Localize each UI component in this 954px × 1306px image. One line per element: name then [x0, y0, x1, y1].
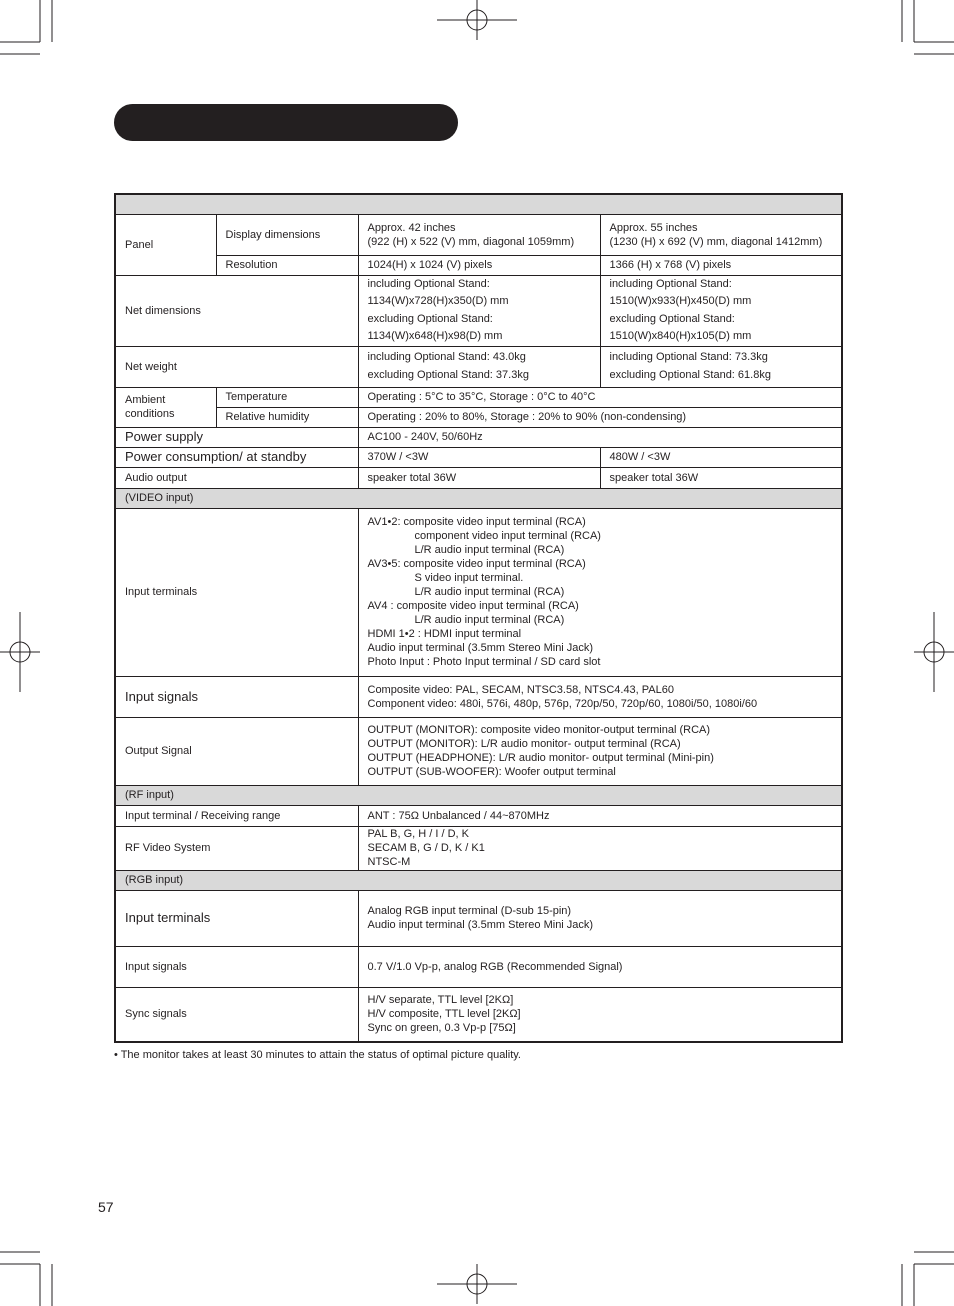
footnote: • The monitor takes at least 30 minutes to attain the status of optimal picture quality.	[114, 1049, 521, 1061]
table-row	[115, 805, 842, 826]
humidity-label: Relative humidity	[216, 407, 358, 427]
rgb-input-terminals-value: Analog RGB input terminal (D-sub 15-pin) Audio input terminal (3.5mm Stereo Mini Jack)	[358, 890, 842, 946]
title-bar	[114, 104, 458, 141]
table-row	[115, 467, 842, 488]
table-row	[115, 447, 842, 467]
nd-55-cell: including Optional Stand: 1510(W)x933(H)x450(D) mm excluding Optional Stand: 1510(W)x840(H)x105(D) mm	[600, 275, 842, 346]
net-dimensions-label: Net dimensions	[115, 275, 358, 346]
nd-42-cell: including Optional Stand: 1134(W)x728(H)x350(D) mm excluding Optional Stand: 1134(W)x648(H)x98(D) mm	[358, 275, 600, 346]
video-input-terminals-label: Input terminals	[115, 508, 358, 676]
table-row	[115, 427, 842, 447]
rf-video-value: PAL B, G, H / I / D, K SECAM B, G / D, K / K1 NTSC-M	[358, 826, 842, 870]
rgb-input-terminals-label: Input terminals	[115, 890, 358, 946]
ao-42-cell: speaker total 36W	[358, 467, 600, 488]
resolution-label: Resolution	[216, 255, 358, 275]
specifications-table	[114, 193, 843, 1043]
table-row	[115, 826, 842, 870]
section-row-video	[115, 488, 842, 508]
table-header-row	[115, 194, 842, 214]
nw-55-cell: including Optional Stand: 73.3kg excluding Optional Stand: 61.8kg	[600, 346, 842, 387]
power-supply-label: Power supply	[115, 427, 358, 447]
table-row	[115, 676, 842, 717]
rgb-input-signals-label: Input signals	[115, 946, 358, 987]
section-row-rgb	[115, 870, 842, 890]
ambient-label: Ambient conditions	[115, 387, 216, 427]
res-55-cell: 1366 (H) x 768 (V) pixels	[600, 255, 842, 275]
power-consumption-label: Power consumption/ at standby	[115, 447, 358, 467]
table-row	[115, 387, 842, 407]
display-dimensions-label: Display dimensions	[216, 214, 358, 255]
video-section-label: (VIDEO input)	[115, 488, 842, 508]
nw-42-cell: including Optional Stand: 43.0kg excluding Optional Stand: 37.3kg	[358, 346, 600, 387]
rf-terminal-label: Input terminal / Receiving range	[115, 805, 358, 826]
video-input-terminals-value: AV1•2: composite video input terminal (RCA) component video input terminal (RCA) L/R audio input terminal (RCA) AV3•5: composite video input terminal (RCA) S video input terminal. L/R audio input terminal (RCA) AV4 : composite video input terminal (RCA) L/R audio input terminal (RCA) HDMI 1•2 : HDMI input terminal Audio input terminal (3.5mm Stereo Mini Jack) Photo Input : Photo Input terminal / SD card slot	[358, 508, 842, 676]
net-weight-label: Net weight	[115, 346, 358, 387]
pc-55-cell: 480W / <3W	[600, 447, 842, 467]
sync-signals-label: Sync signals	[115, 987, 358, 1042]
table-row	[115, 890, 842, 946]
output-signal-label: Output Signal	[115, 717, 358, 785]
video-input-signals-value: Composite video: PAL, SECAM, NTSC3.58, NTSC4.43, PAL60 Component video: 480i, 576i, 480p, 576p, 720p/50, 720p/60, 1080i/50, 1080i/60	[358, 676, 842, 717]
rgb-input-signals-value: 0.7 V/1.0 Vp-p, analog RGB (Recommended Signal)	[358, 946, 842, 987]
dd-42-cell: Approx. 42 inches (922 (H) x 522 (V) mm, diagonal 1059mm)	[358, 214, 600, 255]
ao-55-cell: speaker total 36W	[600, 467, 842, 488]
rf-terminal-value: ANT : 75Ω Unbalanced / 44~870MHz	[358, 805, 842, 826]
sync-signals-value: H/V separate, TTL level [2KΩ] H/V composite, TTL level [2KΩ] Sync on green, 0.3 Vp-p [75Ω]	[358, 987, 842, 1042]
temperature-label: Temperature	[216, 387, 358, 407]
table-row	[115, 407, 842, 427]
page-number: 57	[98, 1199, 114, 1215]
humidity-value: Operating : 20% to 80%, Storage : 20% to 90% (non-condensing)	[358, 407, 842, 427]
rf-section-label: (RF input)	[115, 785, 842, 805]
table-row	[115, 346, 842, 387]
output-signal-value: OUTPUT (MONITOR): composite video monitor-output terminal (RCA) OUTPUT (MONITOR): L/R audio monitor- output terminal (RCA) OUTPUT (HEADPHONE): L/R audio monitor- output terminal (Mini-pin) OUTPUT (SUB-WOOFER): Woofer output terminal	[358, 717, 842, 785]
power-supply-value: AC100 - 240V, 50/60Hz	[358, 427, 842, 447]
audio-output-label: Audio output	[115, 467, 358, 488]
table-row	[115, 508, 842, 676]
temperature-value: Operating : 5°C to 35°C, Storage : 0°C to 40°C	[358, 387, 842, 407]
res-42-cell: 1024(H) x 1024 (V) pixels	[358, 255, 600, 275]
panel-label: Panel	[115, 214, 216, 275]
table-row	[115, 946, 842, 987]
video-input-signals-label: Input signals	[115, 676, 358, 717]
table-row	[115, 717, 842, 785]
rf-video-label: RF Video System	[115, 826, 358, 870]
pc-42-cell: 370W / <3W	[358, 447, 600, 467]
rgb-section-label: (RGB input)	[115, 870, 842, 890]
dd-55-cell: Approx. 55 inches (1230 (H) x 692 (V) mm, diagonal 1412mm)	[600, 214, 842, 255]
table-row	[115, 255, 842, 275]
table-row	[115, 275, 842, 346]
table-row	[115, 214, 842, 255]
table-row	[115, 987, 842, 1042]
section-row-rf	[115, 785, 842, 805]
